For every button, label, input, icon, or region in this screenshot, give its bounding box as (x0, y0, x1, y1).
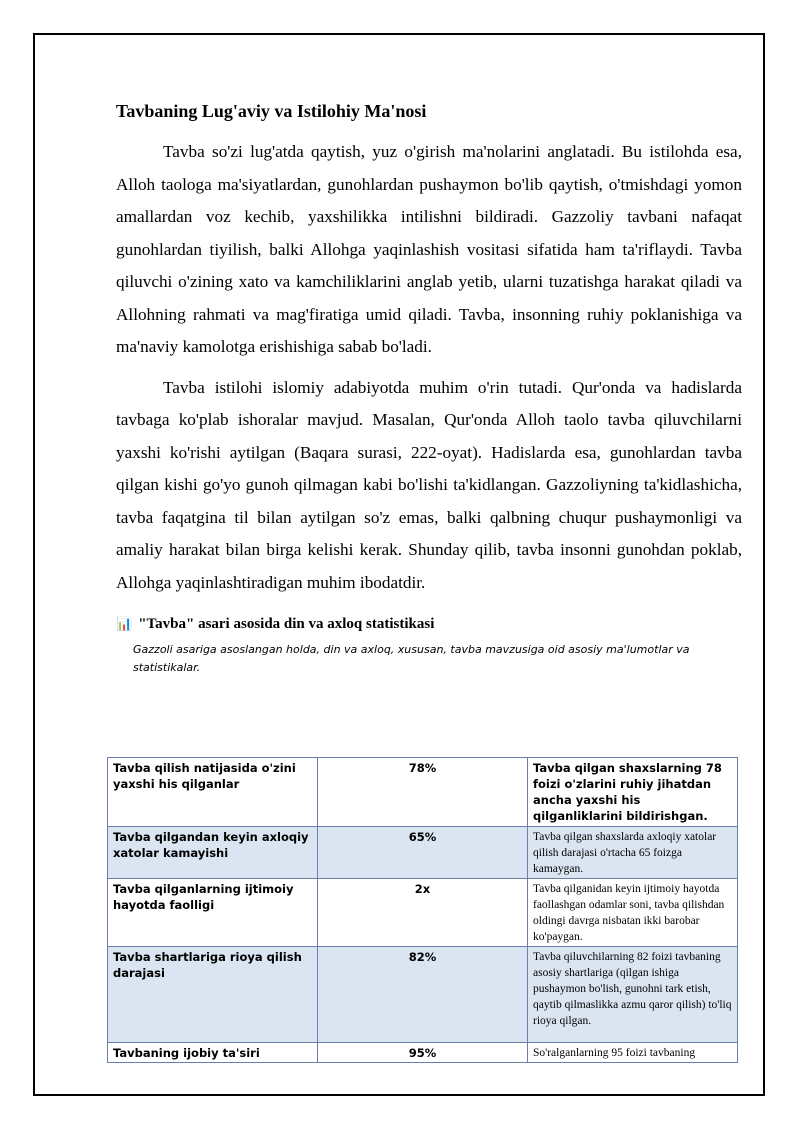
paragraph-2: Tavba istilohi islomiy adabiyotda muhim o'rin tutadi. Qur'onda va hadislarda tavbaga ko'plab ishoralar mavjud. Masalan, Qur'onda Alloh taolo tavba qiluvchilarni yaxshi ko'rishi aytilgan (Baqara surasi, 222-oyat). Hadislarda esa, gunohlardan tavba qilgan kishi go'yo gunoh qilmagan kabi bo'lishi ta'kidlangan. Gazzoliyning ta'kidlashicha, tavba faqatgina til bilan aytilgan so'z emas, balki qalbning chuqur pushaymonligi va amaliy harakat bilan birga kelishi kerak. Shunday qilib, tavba insonni gunohdan poklab, Allohga yaqinlashtiradigan muhim ibodatdir. (116, 377, 742, 592)
row-value: 95% (318, 1043, 528, 1063)
row-value: 65% (318, 827, 528, 879)
row-label: Tavba qilganlarning ijtimoiy hayotda faolligi (108, 879, 318, 947)
table-row (108, 947, 738, 1043)
document-body (116, 96, 742, 677)
row-description: Tavba qiluvchilarning 82 foizi tavbaning asosiy shartlariga (qilgan ishiga pushaymon bo'lish, gunohni tark etish, qaytib qilmaslikka azmu qaror qilish) to'liq rioya qilgan. (528, 947, 738, 1043)
stats-title-text: "Tavba" asari asosida din va axloq statistikasi (138, 615, 435, 632)
row-value: 78% (318, 758, 528, 827)
row-value: 82% (318, 947, 528, 1043)
table-row (108, 827, 738, 879)
table-row (108, 879, 738, 947)
row-description: Tavba qilganidan keyin ijtimoiy hayotda faollashgan odamlar soni, tavba qilishdan oldingi davrga nisbatan ikki barobar ko'paygan. (528, 879, 738, 947)
row-label: Tavba shartlariga rioya qilish darajasi (108, 947, 318, 1043)
stats-title (116, 613, 742, 635)
table-row (108, 758, 738, 827)
row-description: So'ralganlarning 95 foizi tavbaning (528, 1043, 738, 1063)
table-row (108, 1043, 738, 1063)
row-description: Tavba qilgan shaxslarda axloqiy xatolar qilish darajasi o'rtacha 65 foizga kamaygan. (528, 827, 738, 879)
row-value: 2x (318, 879, 528, 947)
row-description: Tavba qilgan shaxslarning 78 foizi o'zlarini ruhiy jihatdan ancha yaxshi his qilganliklarini bildirishgan. (528, 758, 738, 827)
row-label: Tavba qilgandan keyin axloqiy xatolar kamayishi (108, 827, 318, 879)
bar-chart-icon: 📊 (116, 616, 133, 632)
section-heading: Tavbaning Lug'aviy va Istilohiy Ma'nosi (116, 101, 427, 121)
stats-table (107, 757, 738, 1063)
row-label: Tavbaning ijobiy ta'siri (108, 1043, 318, 1063)
paragraph-1: Tavba so'zi lug'atda qaytish, yuz o'girish ma'nolarini anglatadi. Bu istilohda esa, Alloh taologa ma'siyatlardan, gunohlardan pushaymon bo'lib qaytish, o'tmishdagi yomon amallardan voz kechib, yaxshilikka intilishni bildiradi. Gazzoliy tavbani nafaqat gunohlardan tiyilish, balki Allohga yaqinlashish vositasi sifatida ham ta'riflaydi. Tavba qiluvchi o'zining xato va kamchiliklarini anglab yetib, ularni tuzatishga harakat qiladi va Allohning rahmati va mag'firatiga umid qiladi. Tavba, insonning ruhiy poklanishiga va ma'naviy kamolotga erishishiga sabab bo'ladi. (116, 142, 742, 356)
stats-subtitle: Gazzoli asariga asoslangan holda, din va axloq, xususan, tavba mavzusiga oid asosiy ma'lumotlar va statistikalar. (133, 643, 690, 674)
row-label: Tavba qilish natijasida o'zini yaxshi his qilganlar (108, 758, 318, 827)
